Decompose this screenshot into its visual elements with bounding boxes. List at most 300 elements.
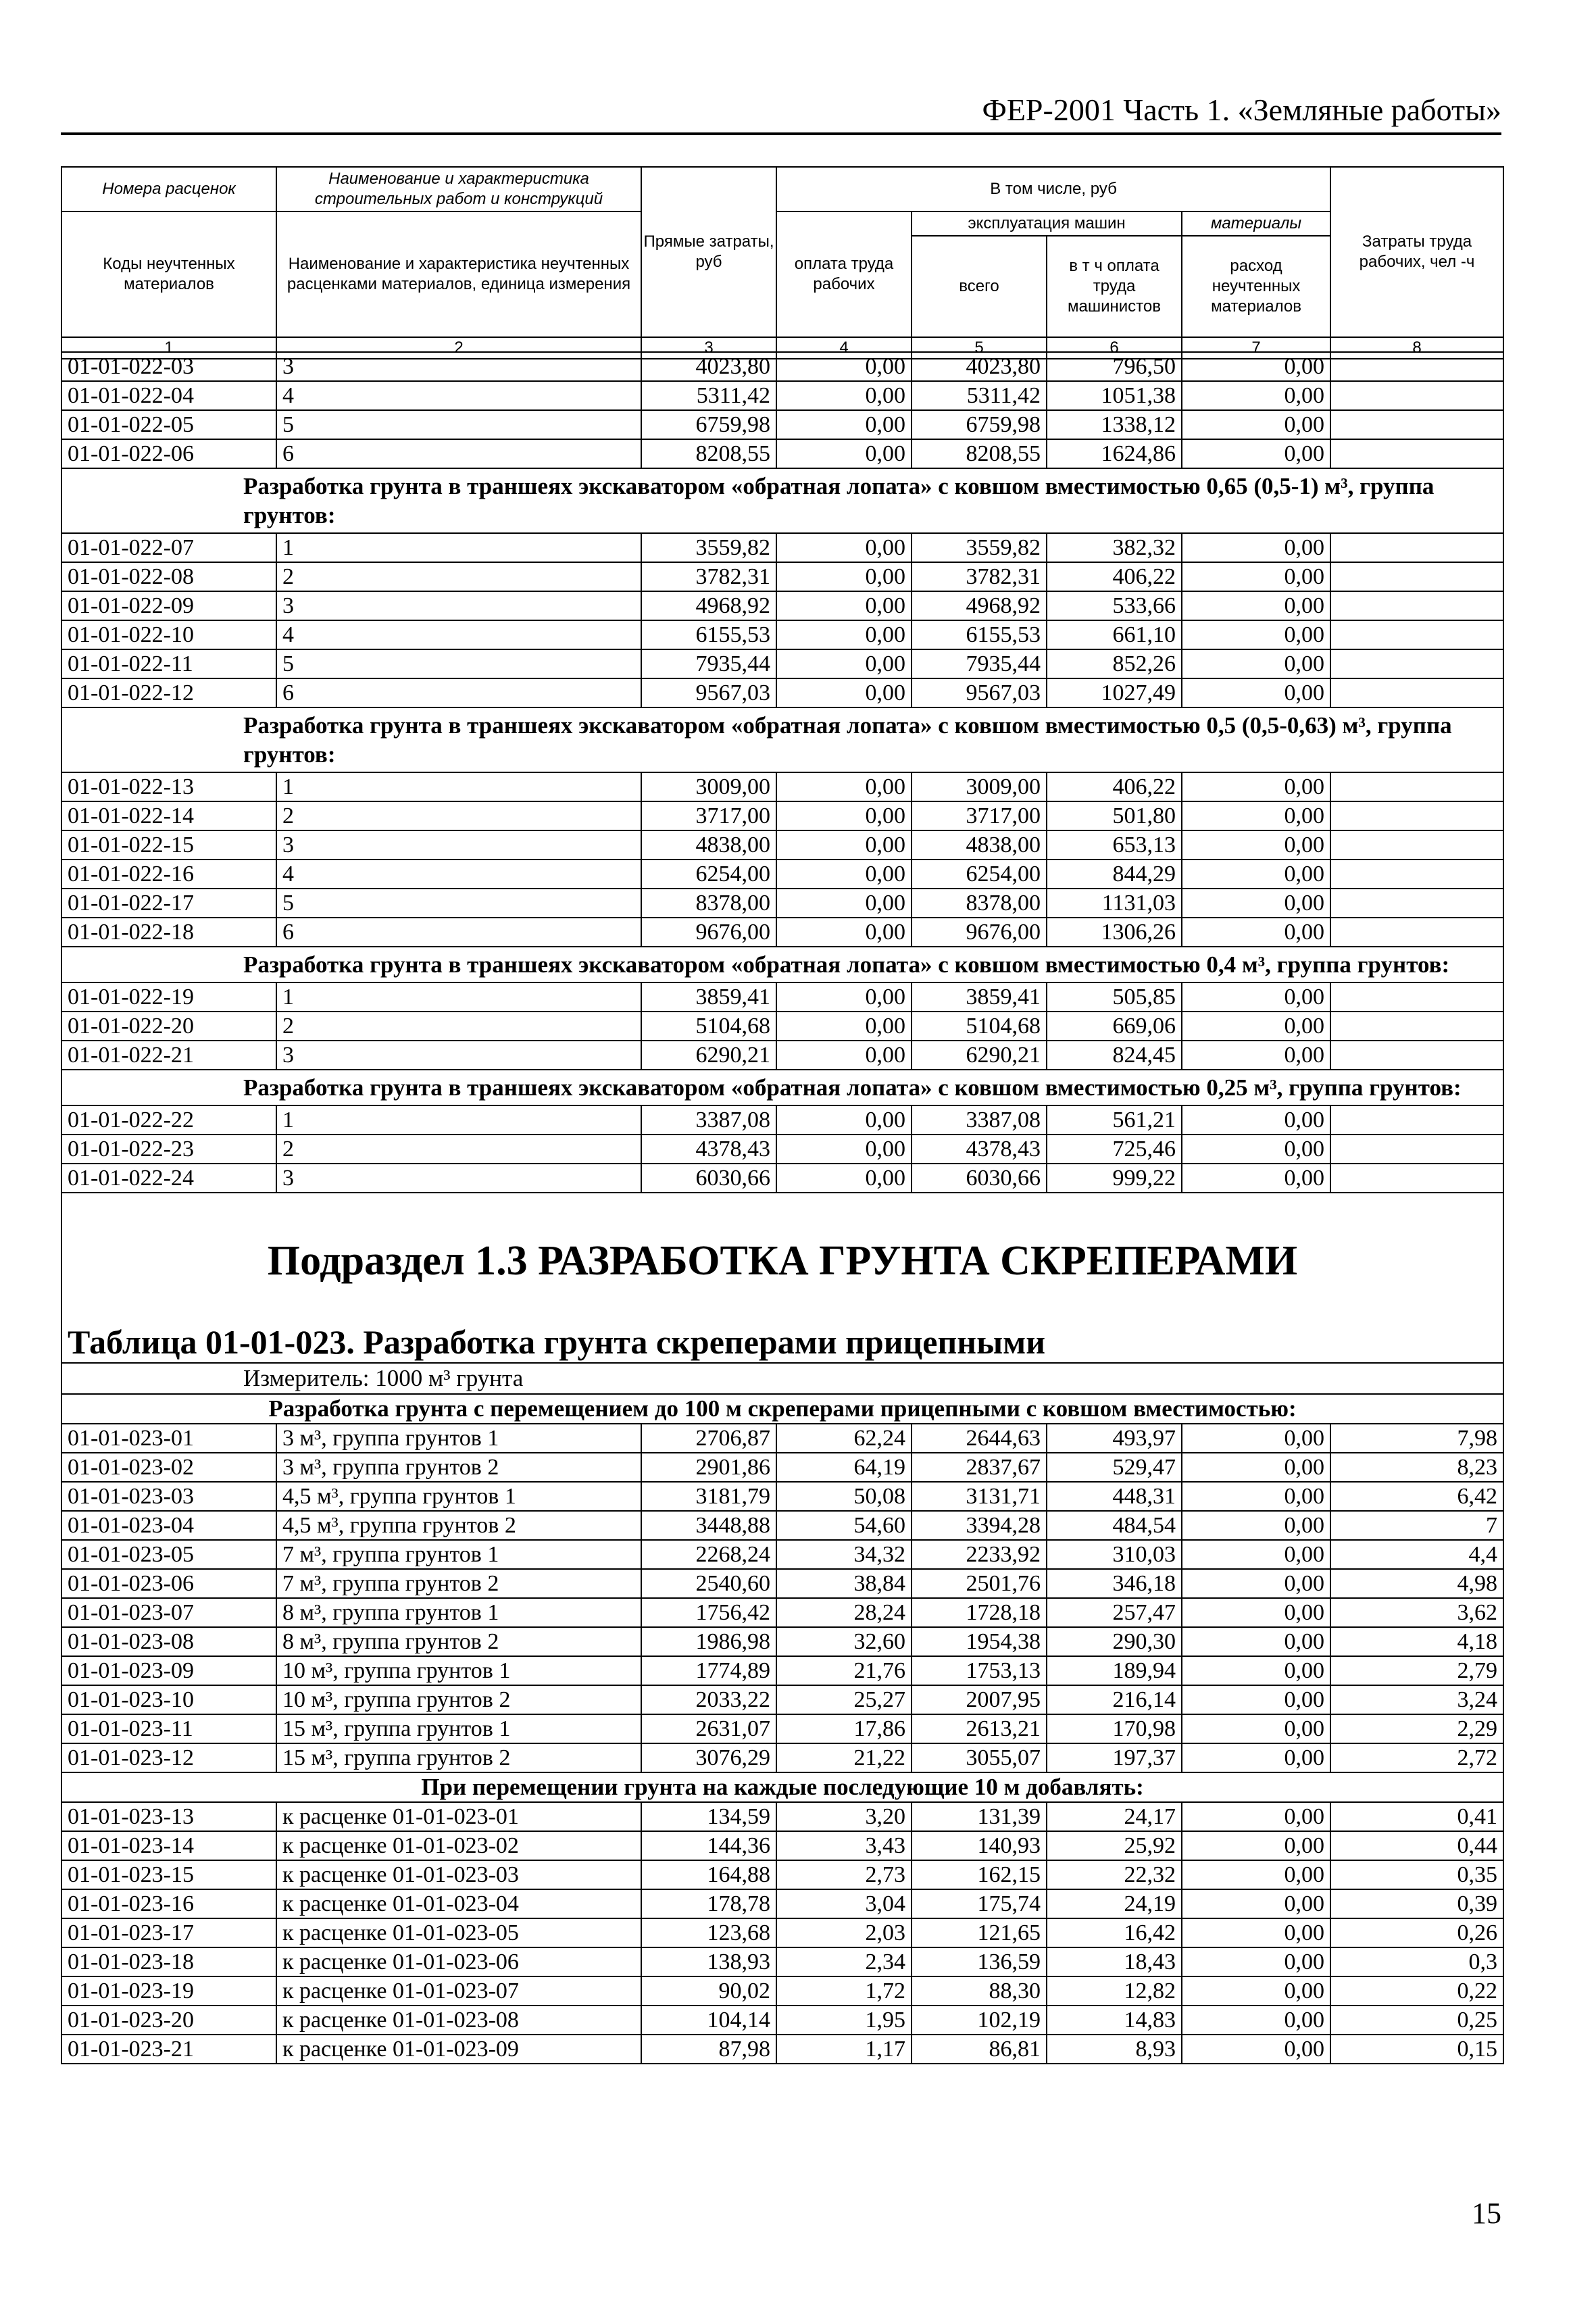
- value-cell: 3,24: [1330, 1685, 1503, 1714]
- value-cell: 3559,82: [912, 533, 1047, 562]
- value-cell: 6030,66: [641, 1164, 776, 1193]
- description-cell: 3: [276, 830, 641, 860]
- header-machine-total: всего: [912, 236, 1047, 337]
- rate-code-cell: 01-01-023-04: [61, 1511, 276, 1540]
- table-row: [61, 801, 1503, 830]
- value-cell: 0,00: [1182, 2035, 1330, 2064]
- table-row: [61, 1743, 1503, 1772]
- value-cell: 0,00: [776, 381, 912, 410]
- table-row: [61, 918, 1503, 947]
- description-cell: 8 м³, группа грунтов 2: [276, 1627, 641, 1656]
- header-work-name: Наименование и характеристика строительных работ и конструкций: [276, 167, 641, 211]
- description-cell: к расценке 01-01-023-04: [276, 1889, 641, 1918]
- value-cell: 0,00: [1182, 678, 1330, 707]
- table-row: [61, 562, 1503, 591]
- description-cell: 4: [276, 381, 641, 410]
- header-material-consumption: расход неучтенных материалов: [1182, 236, 1330, 337]
- table-row: [61, 410, 1503, 439]
- value-cell: 8,93: [1047, 2035, 1182, 2064]
- value-cell: 0,00: [1182, 620, 1330, 649]
- value-cell: 1624,86: [1047, 439, 1182, 468]
- value-cell: [1330, 889, 1503, 918]
- rate-code-cell: 01-01-022-11: [61, 649, 276, 678]
- header-machinist-pay: в т ч оплата труда машинистов: [1047, 236, 1182, 337]
- value-cell: 0,00: [1182, 1511, 1330, 1540]
- value-cell: 0,00: [776, 533, 912, 562]
- value-cell: 7935,44: [641, 649, 776, 678]
- value-cell: 25,92: [1047, 1831, 1182, 1860]
- value-cell: 653,13: [1047, 830, 1182, 860]
- rate-code-cell: 01-01-023-10: [61, 1685, 276, 1714]
- value-cell: 8208,55: [641, 439, 776, 468]
- table-row: [61, 772, 1503, 801]
- value-cell: 1131,03: [1047, 889, 1182, 918]
- value-cell: 3717,00: [641, 801, 776, 830]
- value-cell: 170,98: [1047, 1714, 1182, 1743]
- value-cell: 3055,07: [912, 1743, 1047, 1772]
- value-cell: 0,00: [1182, 1802, 1330, 1831]
- rate-code-cell: 01-01-023-07: [61, 1598, 276, 1627]
- value-cell: 1027,49: [1047, 678, 1182, 707]
- value-cell: 0,39: [1330, 1889, 1503, 1918]
- value-cell: 175,74: [912, 1889, 1047, 1918]
- table-row: [61, 1976, 1503, 2006]
- value-cell: 140,93: [912, 1831, 1047, 1860]
- rate-code-cell: 01-01-022-10: [61, 620, 276, 649]
- value-cell: 2,03: [776, 1918, 912, 1947]
- value-cell: 1,95: [776, 2006, 912, 2035]
- description-cell: 3: [276, 1041, 641, 1070]
- description-cell: 2: [276, 801, 641, 830]
- value-cell: 17,86: [776, 1714, 912, 1743]
- value-cell: 0,00: [1182, 889, 1330, 918]
- table-row: [61, 830, 1503, 860]
- value-cell: 216,14: [1047, 1685, 1182, 1714]
- rate-code-cell: 01-01-023-12: [61, 1743, 276, 1772]
- value-cell: 7,98: [1330, 1424, 1503, 1453]
- value-cell: 136,59: [912, 1947, 1047, 1976]
- rate-code-cell: 01-01-023-09: [61, 1656, 276, 1685]
- description-cell: 2: [276, 562, 641, 591]
- table-row: [61, 1802, 1503, 1831]
- value-cell: 0,44: [1330, 1831, 1503, 1860]
- value-cell: 0,00: [1182, 1627, 1330, 1656]
- value-cell: 6759,98: [641, 410, 776, 439]
- value-cell: 2268,24: [641, 1540, 776, 1569]
- value-cell: [1330, 381, 1503, 410]
- rate-code-cell: 01-01-023-17: [61, 1918, 276, 1947]
- value-cell: 25,27: [776, 1685, 912, 1714]
- value-cell: 9676,00: [912, 918, 1047, 947]
- value-cell: 3387,08: [641, 1105, 776, 1135]
- header-material-codes: Коды неучтенных материалов: [61, 211, 276, 337]
- value-cell: 6030,66: [912, 1164, 1047, 1193]
- description-cell: 2: [276, 1135, 641, 1164]
- value-cell: 0,00: [1182, 1482, 1330, 1511]
- rate-code-cell: 01-01-022-18: [61, 918, 276, 947]
- value-cell: [1330, 982, 1503, 1012]
- rate-code-cell: 01-01-023-18: [61, 1947, 276, 1976]
- table-row: [61, 1105, 1503, 1135]
- description-cell: 3 м³, группа грунтов 1: [276, 1424, 641, 1453]
- rate-code-cell: 01-01-022-12: [61, 678, 276, 707]
- value-cell: 121,65: [912, 1918, 1047, 1947]
- description-cell: к расценке 01-01-023-06: [276, 1947, 641, 1976]
- value-cell: 0,00: [776, 352, 912, 381]
- rate-code-cell: 01-01-022-21: [61, 1041, 276, 1070]
- value-cell: 0,35: [1330, 1860, 1503, 1889]
- table-row: [61, 352, 1503, 381]
- rate-code-cell: 01-01-022-07: [61, 533, 276, 562]
- col-number: 8: [1330, 337, 1503, 359]
- description-cell: к расценке 01-01-023-01: [276, 1802, 641, 1831]
- value-cell: 3131,71: [912, 1482, 1047, 1511]
- value-cell: 3387,08: [912, 1105, 1047, 1135]
- value-cell: 102,19: [912, 2006, 1047, 2035]
- value-cell: 4968,92: [912, 591, 1047, 620]
- value-cell: 0,00: [776, 889, 912, 918]
- value-cell: 4023,80: [912, 352, 1047, 381]
- value-cell: 6290,21: [641, 1041, 776, 1070]
- value-cell: 0,00: [1182, 918, 1330, 947]
- value-cell: 24,19: [1047, 1889, 1182, 1918]
- value-cell: 4968,92: [641, 591, 776, 620]
- value-cell: 0,00: [1182, 1105, 1330, 1135]
- description-cell: 4: [276, 620, 641, 649]
- section-heading-scrapers: Разработка грунта с перемещением до 100 м скреперами прицепными с ковшом вместимостью:: [61, 1394, 1503, 1424]
- description-cell: 2: [276, 1012, 641, 1041]
- description-cell: к расценке 01-01-023-08: [276, 2006, 641, 2035]
- value-cell: 4838,00: [641, 830, 776, 860]
- table-row: [61, 1685, 1503, 1714]
- value-cell: 2901,86: [641, 1453, 776, 1482]
- value-cell: 561,21: [1047, 1105, 1182, 1135]
- table-row: [61, 649, 1503, 678]
- value-cell: [1330, 918, 1503, 947]
- value-cell: 533,66: [1047, 591, 1182, 620]
- value-cell: 0,00: [1182, 533, 1330, 562]
- description-cell: к расценке 01-01-023-03: [276, 1860, 641, 1889]
- table-row: [61, 591, 1503, 620]
- value-cell: [1330, 620, 1503, 649]
- value-cell: 3448,88: [641, 1511, 776, 1540]
- value-cell: 1306,26: [1047, 918, 1182, 947]
- value-cell: 4838,00: [912, 830, 1047, 860]
- value-cell: 290,30: [1047, 1627, 1182, 1656]
- section-heading-05: Разработка грунта в траншеях экскаватором «обратная лопата» с ковшом вместимостью 0,5 (0,5-0,63) м³, группа грунтов:: [61, 707, 1503, 772]
- value-cell: 0,00: [1182, 1164, 1330, 1193]
- value-cell: 8,23: [1330, 1453, 1503, 1482]
- value-cell: 32,60: [776, 1627, 912, 1656]
- rows-group-c: [61, 772, 1503, 947]
- subsection-block: [61, 1193, 1503, 1363]
- value-cell: 5311,42: [912, 381, 1047, 410]
- value-cell: 1756,42: [641, 1598, 776, 1627]
- col-number: 4: [776, 337, 912, 359]
- value-cell: 3717,00: [912, 801, 1047, 830]
- section-heading-additional: При перемещении грунта на каждые последующие 10 м добавлять:: [61, 1772, 1503, 1802]
- value-cell: 0,00: [1182, 1135, 1330, 1164]
- table-row: [61, 1041, 1503, 1070]
- description-cell: 5: [276, 410, 641, 439]
- value-cell: 5311,42: [641, 381, 776, 410]
- value-cell: 0,00: [776, 439, 912, 468]
- description-cell: 10 м³, группа грунтов 1: [276, 1656, 641, 1685]
- rate-code-cell: 01-01-023-05: [61, 1540, 276, 1569]
- description-cell: 7 м³, группа грунтов 2: [276, 1569, 641, 1598]
- table-row: [61, 1135, 1503, 1164]
- value-cell: 0,00: [1182, 649, 1330, 678]
- value-cell: 501,80: [1047, 801, 1182, 830]
- value-cell: 0,00: [1182, 1831, 1330, 1860]
- rate-code-cell: 01-01-023-16: [61, 1889, 276, 1918]
- description-cell: к расценке 01-01-023-07: [276, 1976, 641, 2006]
- value-cell: 8378,00: [641, 889, 776, 918]
- value-cell: 3559,82: [641, 533, 776, 562]
- subsection-title: Подраздел 1.3 РАЗРАБОТКА ГРУНТА СКРЕПЕРАМИ: [267, 1238, 1298, 1284]
- value-cell: 131,39: [912, 1802, 1047, 1831]
- value-cell: 134,59: [641, 1802, 776, 1831]
- description-cell: 15 м³, группа грунтов 2: [276, 1743, 641, 1772]
- value-cell: 346,18: [1047, 1569, 1182, 1598]
- value-cell: 0,00: [776, 918, 912, 947]
- header-materials: материалы: [1182, 211, 1330, 236]
- value-cell: 1986,98: [641, 1627, 776, 1656]
- value-cell: 2,29: [1330, 1714, 1503, 1743]
- value-cell: 9567,03: [912, 678, 1047, 707]
- value-cell: 24,17: [1047, 1802, 1182, 1831]
- description-cell: 1: [276, 772, 641, 801]
- value-cell: 8378,00: [912, 889, 1047, 918]
- rate-code-cell: 01-01-023-08: [61, 1627, 276, 1656]
- value-cell: 0,00: [776, 591, 912, 620]
- rows-group-a: [61, 352, 1503, 468]
- value-cell: 3859,41: [912, 982, 1047, 1012]
- rate-code-cell: 01-01-022-15: [61, 830, 276, 860]
- table-title: Таблица 01-01-023. Разработка грунта скреперами прицепными: [68, 1323, 1046, 1361]
- value-cell: 0,00: [1182, 801, 1330, 830]
- value-cell: 0,00: [776, 801, 912, 830]
- rate-code-cell: 01-01-023-01: [61, 1424, 276, 1453]
- rate-code-cell: 01-01-023-03: [61, 1482, 276, 1511]
- description-cell: 5: [276, 649, 641, 678]
- table-row: [61, 860, 1503, 889]
- value-cell: 6254,00: [641, 860, 776, 889]
- description-cell: 3: [276, 1164, 641, 1193]
- description-cell: 4,5 м³, группа грунтов 2: [276, 1511, 641, 1540]
- value-cell: 2501,76: [912, 1569, 1047, 1598]
- value-cell: [1330, 591, 1503, 620]
- value-cell: 12,82: [1047, 1976, 1182, 2006]
- value-cell: 0,00: [1182, 591, 1330, 620]
- value-cell: [1330, 1041, 1503, 1070]
- value-cell: [1330, 772, 1503, 801]
- header-worker-pay: оплата труда рабочих: [776, 211, 912, 337]
- table-row: [61, 1831, 1503, 1860]
- rows-group-e: [61, 1105, 1503, 1193]
- description-cell: 3: [276, 352, 641, 381]
- description-cell: 6: [276, 439, 641, 468]
- value-cell: 50,08: [776, 1482, 912, 1511]
- table-row: [61, 381, 1503, 410]
- value-cell: [1330, 410, 1503, 439]
- value-cell: 0,3: [1330, 1947, 1503, 1976]
- value-cell: 3782,31: [641, 562, 776, 591]
- value-cell: 3859,41: [641, 982, 776, 1012]
- value-cell: 0,00: [1182, 1918, 1330, 1947]
- table-row: [61, 1598, 1503, 1627]
- value-cell: 9567,03: [641, 678, 776, 707]
- description-cell: 6: [276, 918, 641, 947]
- value-cell: [1330, 352, 1503, 381]
- value-cell: 2540,60: [641, 1569, 776, 1598]
- rate-code-cell: 01-01-023-15: [61, 1860, 276, 1889]
- header-machine-operation: эксплуатация машин: [912, 211, 1182, 236]
- value-cell: 2033,22: [641, 1685, 776, 1714]
- value-cell: 0,00: [1182, 772, 1330, 801]
- description-cell: 4,5 м³, группа грунтов 1: [276, 1482, 641, 1511]
- table-row: [61, 620, 1503, 649]
- rate-code-cell: 01-01-022-05: [61, 410, 276, 439]
- value-cell: 5104,68: [912, 1012, 1047, 1041]
- value-cell: 0,00: [1182, 562, 1330, 591]
- value-cell: 3181,79: [641, 1482, 776, 1511]
- column-header-table: [61, 166, 1504, 359]
- value-cell: 824,45: [1047, 1041, 1182, 1070]
- table-row: [61, 1482, 1503, 1511]
- table-row: [61, 1947, 1503, 1976]
- value-cell: 2613,21: [912, 1714, 1047, 1743]
- page-header: ФЕР-2001 Часть 1. «Земляные работы»: [982, 93, 1501, 127]
- value-cell: 257,47: [1047, 1598, 1182, 1627]
- value-cell: 0,00: [1182, 1012, 1330, 1041]
- value-cell: 104,14: [641, 2006, 776, 2035]
- value-cell: [1330, 562, 1503, 591]
- value-cell: 0,00: [1182, 1976, 1330, 2006]
- table-row: [61, 1714, 1503, 1743]
- value-cell: 189,94: [1047, 1656, 1182, 1685]
- description-cell: 7 м³, группа грунтов 1: [276, 1540, 641, 1569]
- value-cell: 661,10: [1047, 620, 1182, 649]
- value-cell: 1051,38: [1047, 381, 1182, 410]
- value-cell: 90,02: [641, 1976, 776, 2006]
- value-cell: 1338,12: [1047, 410, 1182, 439]
- description-cell: 6: [276, 678, 641, 707]
- value-cell: 3009,00: [641, 772, 776, 801]
- rate-code-cell: 01-01-022-23: [61, 1135, 276, 1164]
- value-cell: 2233,92: [912, 1540, 1047, 1569]
- value-cell: 3782,31: [912, 562, 1047, 591]
- value-cell: [1330, 860, 1503, 889]
- rate-code-cell: 01-01-022-06: [61, 439, 276, 468]
- value-cell: 164,88: [641, 1860, 776, 1889]
- table-row: [61, 1540, 1503, 1569]
- value-cell: 0,00: [776, 649, 912, 678]
- table-row: [61, 982, 1503, 1012]
- rows-group-f: [61, 1424, 1503, 1772]
- description-cell: к расценке 01-01-023-09: [276, 2035, 641, 2064]
- rate-code-cell: 01-01-022-09: [61, 591, 276, 620]
- table-row: [61, 1424, 1503, 1453]
- value-cell: 0,00: [776, 1105, 912, 1135]
- description-cell: 1: [276, 1105, 641, 1135]
- value-cell: 3394,28: [912, 1511, 1047, 1540]
- value-cell: 3,20: [776, 1802, 912, 1831]
- value-cell: [1330, 1164, 1503, 1193]
- value-cell: 0,00: [776, 860, 912, 889]
- value-cell: 484,54: [1047, 1511, 1182, 1540]
- rate-code-cell: 01-01-023-06: [61, 1569, 276, 1598]
- value-cell: [1330, 1105, 1503, 1135]
- rate-code-cell: 01-01-023-13: [61, 1802, 276, 1831]
- table-row: [61, 1889, 1503, 1918]
- value-cell: 1,72: [776, 1976, 912, 2006]
- value-cell: 529,47: [1047, 1453, 1182, 1482]
- col-number: 6: [1047, 337, 1182, 359]
- description-cell: 3: [276, 591, 641, 620]
- value-cell: 162,15: [912, 1860, 1047, 1889]
- value-cell: 0,00: [776, 830, 912, 860]
- col-number: 3: [641, 337, 776, 359]
- value-cell: 0,00: [1182, 1656, 1330, 1685]
- value-cell: 852,26: [1047, 649, 1182, 678]
- rate-code-cell: 01-01-023-02: [61, 1453, 276, 1482]
- rate-code-cell: 01-01-022-04: [61, 381, 276, 410]
- value-cell: 18,43: [1047, 1947, 1182, 1976]
- value-cell: 0,00: [1182, 982, 1330, 1012]
- value-cell: 4378,43: [912, 1135, 1047, 1164]
- value-cell: 0,00: [776, 1135, 912, 1164]
- value-cell: 16,42: [1047, 1918, 1182, 1947]
- description-cell: к расценке 01-01-023-05: [276, 1918, 641, 1947]
- value-cell: 4,4: [1330, 1540, 1503, 1569]
- value-cell: 0,22: [1330, 1976, 1503, 2006]
- value-cell: [1330, 678, 1503, 707]
- value-cell: 86,81: [912, 2035, 1047, 2064]
- value-cell: 21,22: [776, 1743, 912, 1772]
- col-number: 2: [276, 337, 641, 359]
- value-cell: 0,00: [1182, 1041, 1330, 1070]
- description-cell: 15 м³, группа грунтов 1: [276, 1714, 641, 1743]
- value-cell: [1330, 1012, 1503, 1041]
- value-cell: 382,32: [1047, 533, 1182, 562]
- value-cell: 0,00: [776, 620, 912, 649]
- rate-code-cell: 01-01-022-16: [61, 860, 276, 889]
- value-cell: 6254,00: [912, 860, 1047, 889]
- value-cell: 0,00: [1182, 830, 1330, 860]
- value-cell: 2837,67: [912, 1453, 1047, 1482]
- table-row: [61, 1511, 1503, 1540]
- value-cell: 3,62: [1330, 1598, 1503, 1627]
- value-cell: 669,06: [1047, 1012, 1182, 1041]
- rate-code-cell: 01-01-023-14: [61, 1831, 276, 1860]
- value-cell: 0,00: [1182, 1598, 1330, 1627]
- value-cell: 64,19: [776, 1453, 912, 1482]
- description-cell: 3 м³, группа грунтов 2: [276, 1453, 641, 1482]
- value-cell: 4,98: [1330, 1569, 1503, 1598]
- value-cell: 3,43: [776, 1831, 912, 1860]
- value-cell: 0,00: [1182, 352, 1330, 381]
- col-number: 1: [61, 337, 276, 359]
- value-cell: 2,73: [776, 1860, 912, 1889]
- section-heading-065: Разработка грунта в траншеях экскаватором «обратная лопата» с ковшом вместимостью 0,65 (0,5-1) м³, группа грунтов:: [61, 468, 1503, 533]
- col-number: 5: [912, 337, 1047, 359]
- rate-code-cell: 01-01-022-08: [61, 562, 276, 591]
- rates-table: [61, 351, 1504, 2064]
- value-cell: 34,32: [776, 1540, 912, 1569]
- value-cell: 1774,89: [641, 1656, 776, 1685]
- value-cell: 14,83: [1047, 2006, 1182, 2035]
